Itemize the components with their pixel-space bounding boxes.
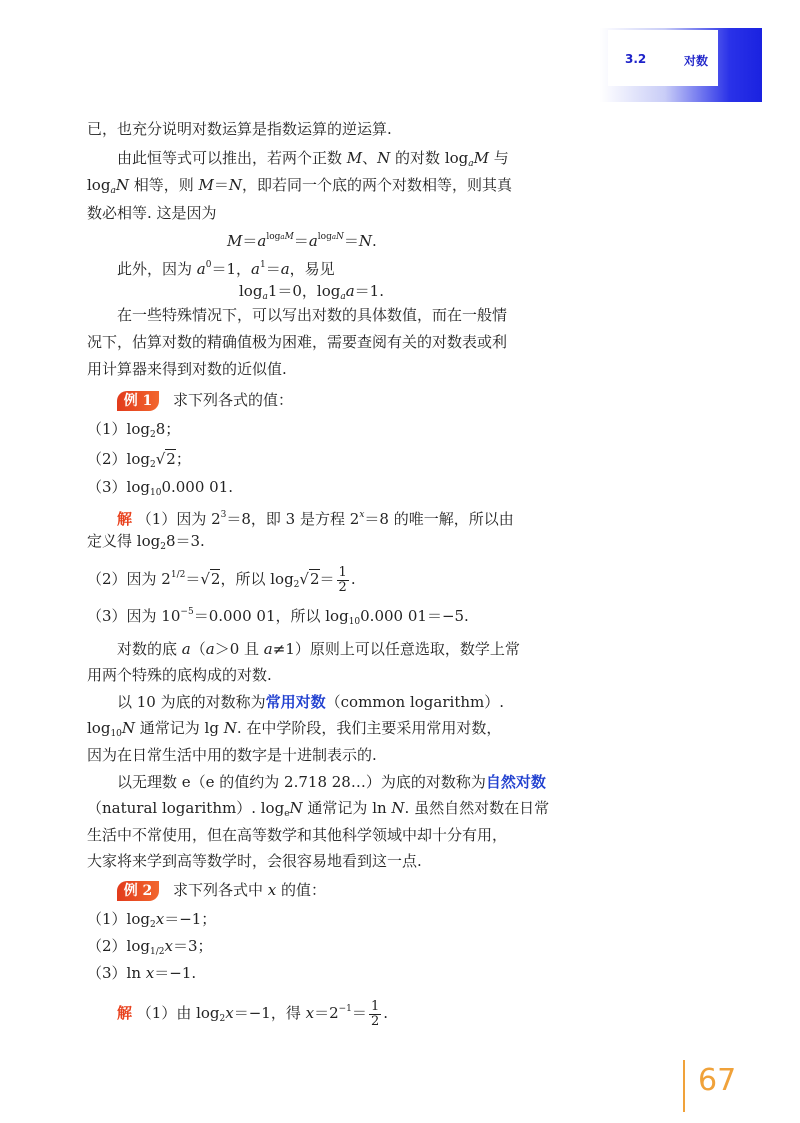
paragraph-line: 生活中不常使用，但在高等数学和其他科学领域中却十分有用， <box>87 826 508 844</box>
example-badge: 例 2 <box>117 881 159 901</box>
display-equation: $M=a^{logaM}=a^{logaN}=N$. <box>227 232 377 250</box>
example-item: $(1)\log_28$； <box>87 420 181 440</box>
fraction: $\frac{1}{2}$ <box>370 998 380 1029</box>
paragraph-line: 因为在日常生活中用的数字是十进制表示的. <box>87 746 377 764</box>
paragraph-line: 用计算器来得到对数的近似值. <box>87 360 287 378</box>
section-number: 3.2 <box>625 52 647 66</box>
paragraph-line: 数必相等. 这是因为 <box>87 204 217 222</box>
solution-line: 解 （1）由 $\log_2x=-1$，得 $x=2^{-1}=$ $\frac{1}{2}$ . <box>117 998 388 1029</box>
page-number: 67 <box>698 1063 737 1098</box>
paragraph-line: 大家将来学到高等数学时，会很容易地看到这一点. <box>87 852 422 870</box>
example-1-heading: 例 1 求下列各式的值： <box>117 389 293 411</box>
keyword-natural-log: 自然对数 <box>485 773 546 791</box>
paragraph-line: 在一些特殊情况下，可以写出对数的具体数值，而在一般情 <box>117 306 508 324</box>
paragraph-line: 由此恒等式可以推出，若两个正数 M、N 的对数 $\log_aM$ 与 <box>117 149 509 169</box>
solution-line: 定义得 $\log_28=3$. <box>87 532 205 552</box>
keyword-common-log: 常用对数 <box>265 693 326 711</box>
example-item: $(1)\log_2x=-1$； <box>87 910 217 930</box>
paragraph-line: $\log_{10}N$ 通常记为 lg N. 在中学阶段，我们主要采用常用对数， <box>87 719 502 739</box>
example-item: $(3)\log_{10}0.000$ 01. <box>87 478 234 498</box>
paragraph-line: 用两个特殊的底构成的对数. <box>87 666 272 684</box>
paragraph-line: $\log_aN$ 相等，则 M＝N，即若同一个底的两个对数相等，则其真 <box>87 176 512 196</box>
paragraph-line: 此外，因为 $a^0=1$，$a^1=a$，易见 <box>117 260 335 278</box>
example-badge: 例 1 <box>117 391 159 411</box>
paragraph-line: 已，也充分说明对数运算是指数运算的逆运算. <box>87 120 392 138</box>
solution-line: 解 （1）因为 $2^3=8$，即 3 是方程 $2^x=8$ 的唯一解，所以由 <box>117 510 514 528</box>
display-equation: $\log_a1=0$，$\log_aa=1$. <box>239 282 384 302</box>
paragraph-line: 以无理数 e（e 的值约为 2.718 28…）为底的对数称为自然对数 <box>117 773 546 791</box>
example-item: $(2)\log_2√2$； <box>87 450 191 470</box>
paragraph-line: 以 10 为底的对数称为常用对数（common logarithm）. <box>117 693 505 711</box>
paragraph-line: 况下，估算对数的精确值极为困难，需要查阅有关的对数表或利 <box>87 333 508 351</box>
section-title: 对数 <box>684 54 709 68</box>
example-item: $(2)\log_{1/2}x=3$； <box>87 937 213 957</box>
solution-line: （3）因为 $10^{-5}=0.000$ 01，所以 $\log_{10}0.000$ 01＝−5. <box>87 607 469 627</box>
solution-line: （2）因为 $2^{1/2}=√2$，所以 $\log_2√2=$ $\frac{1}{2}$ . <box>87 564 356 595</box>
page-number-rule <box>683 1060 685 1112</box>
example-item: （3）ln x＝−1. <box>87 964 197 982</box>
paragraph-line: 对数的底 a（a＞0 且 a≠1）原则上可以任意选取，数学上常 <box>117 640 520 658</box>
paragraph-line: （natural logarithm）. $\log_eN$ 通常记为 ln N. 虽然自然对数在日常 <box>87 799 550 819</box>
example-2-heading: 例 2 求下列各式中 x 的值： <box>117 879 326 901</box>
fraction: $\frac{1}{2}$ <box>338 564 347 595</box>
